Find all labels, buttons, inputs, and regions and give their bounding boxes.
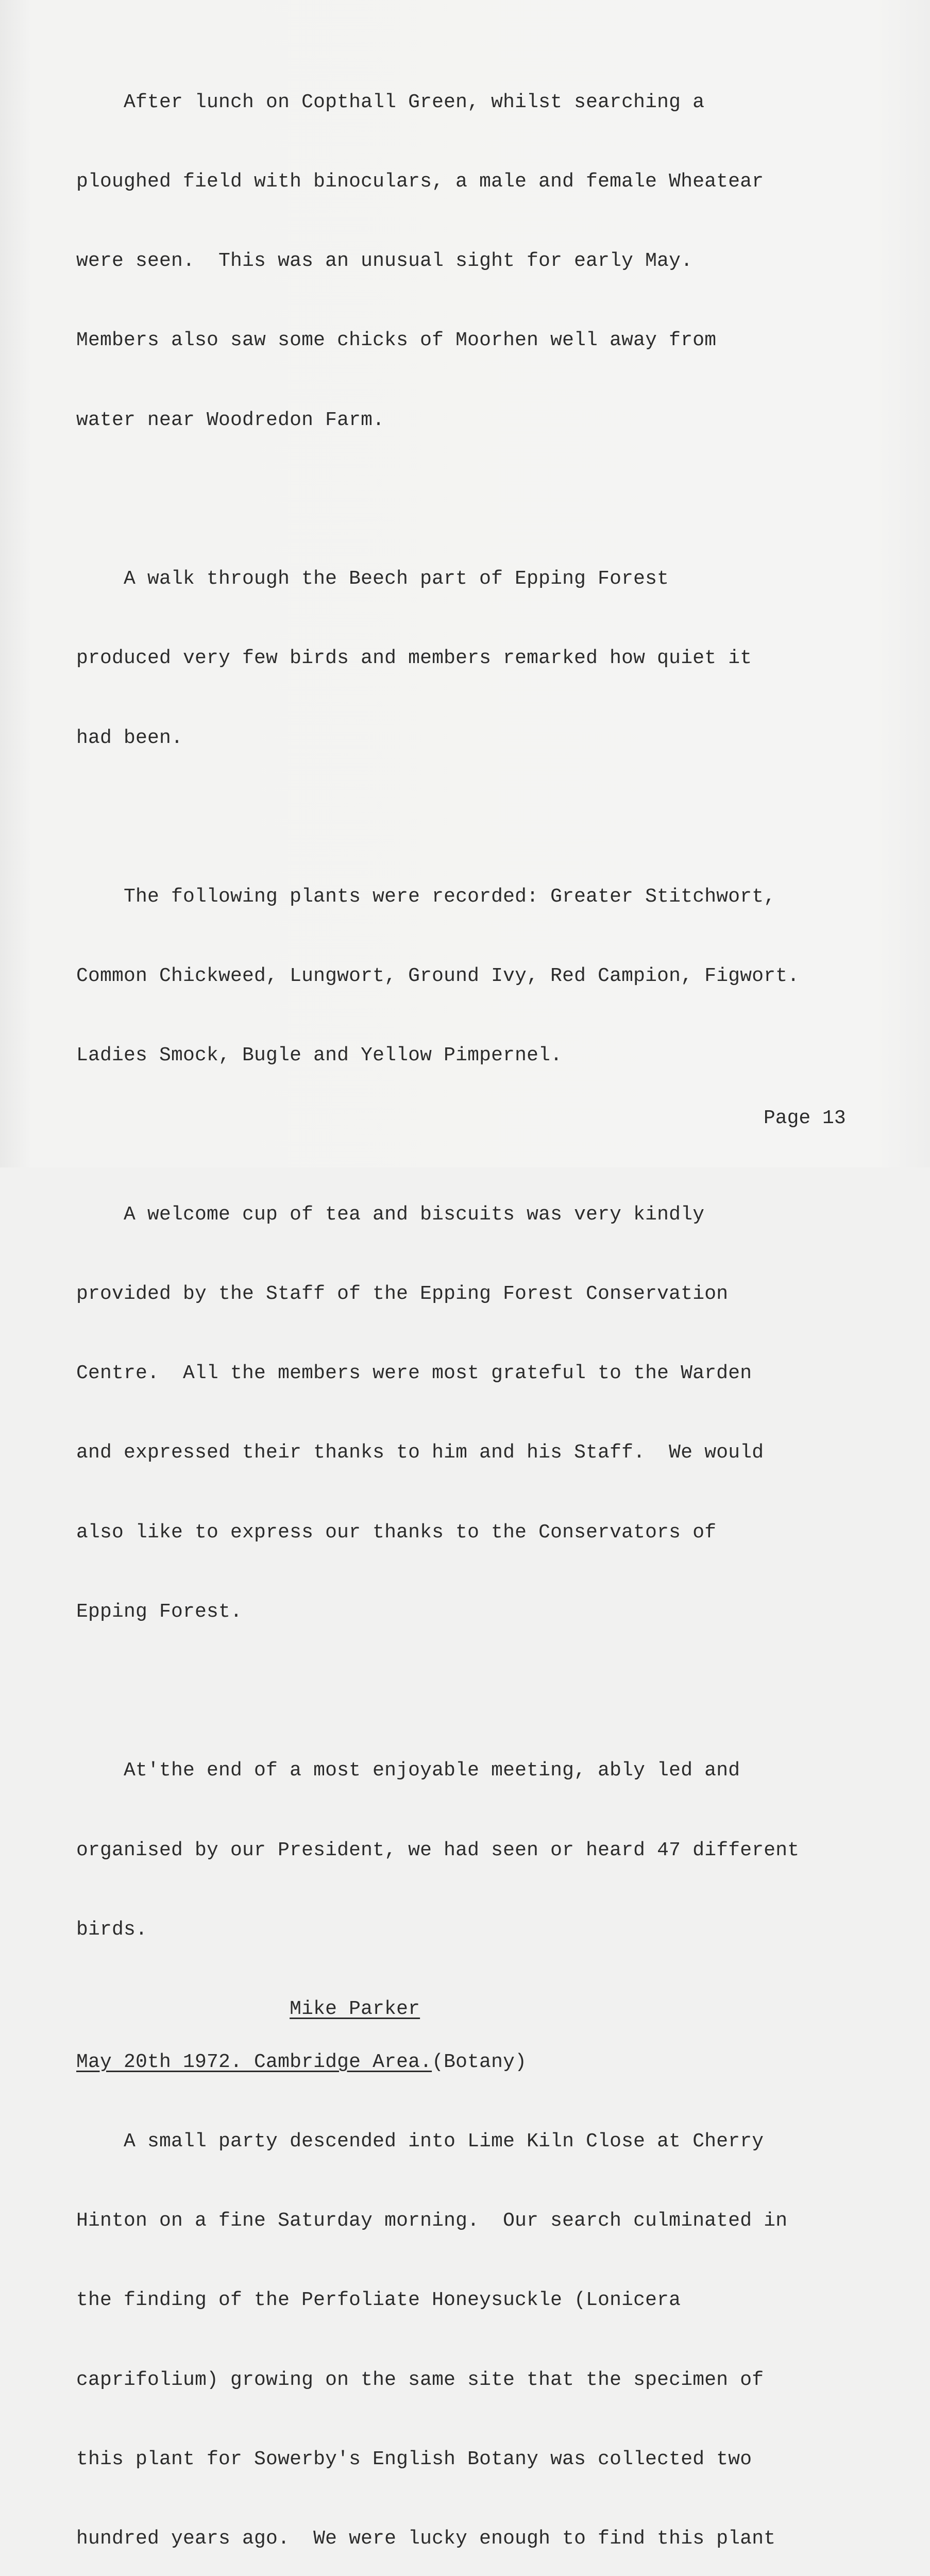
document-body [76, 36, 890, 2576]
text-line: A small party descended into Lime Kiln Close at Cherry [76, 2130, 764, 2153]
text-line: hundred years ago. We were lucky enough to find this plant [76, 2528, 776, 2550]
paragraph-thanks [76, 1148, 890, 1678]
paragraph-gap [76, 1678, 890, 1704]
text-line: provided by the Staff of the Epping Forest Conservation [76, 1283, 729, 1306]
text-line: Centre. All the members were most grateful to the Warden [76, 1362, 752, 1385]
text-line: this plant for Sowerby's English Botany was collected two [76, 2448, 752, 2470]
text-line: At'the end of a most enjoyable meeting, ably led and [76, 1759, 740, 1782]
text-line: the finding of the Perfoliate Honeysuckle (Lonicera [76, 2289, 681, 2312]
paragraph-beech-walk [76, 513, 890, 804]
text-line: produced very few birds and members remarked how quiet it [76, 647, 752, 670]
text-line: water near Woodredon Farm. [76, 409, 385, 431]
text-line: were seen. This was an unusual sight for early May. [76, 250, 693, 273]
section-heading: May 20th 1972. Cambridge Area. [76, 2050, 432, 2073]
text-line: Common Chickweed, Lungwort, Ground Ivy, Red Campion, Figwort. [76, 965, 800, 988]
text-line: A walk through the Beech part of Epping Forest [76, 568, 669, 590]
text-line: organised by our President, we had seen or heard 47 different [76, 1839, 800, 1861]
paragraph-gap [76, 804, 890, 831]
text-line: ploughed field with binoculars, a male and female Wheatear [76, 171, 764, 193]
text-line: Hinton on a fine Saturday morning. Our search culminated in [76, 2210, 788, 2232]
text-line: A welcome cup of tea and biscuits was very kindly [76, 1203, 705, 1226]
paragraph-conclusion [76, 1705, 890, 1996]
paragraph-plants [76, 831, 890, 1122]
author-signature: Mike Parker [290, 1998, 420, 2020]
paragraph-gap [76, 486, 890, 513]
section-heading-line [76, 2049, 890, 2075]
text-line: After lunch on Copthall Green, whilst searching a [76, 91, 705, 113]
text-line: birds. [76, 1918, 148, 1941]
section-heading-suffix: (Botany) [432, 2050, 527, 2073]
text-line: and expressed their thanks to him and his Staff. We would [76, 1442, 764, 1464]
paragraph-honeysuckle [76, 2075, 890, 2576]
text-line: caprifolium) growing on the same site that the specimen of [76, 2368, 764, 2391]
text-line: Ladies Smock, Bugle and Yellow Pimpernel. [76, 1044, 563, 1067]
text-line: Epping Forest. [76, 1600, 243, 1623]
text-line: had been. [76, 726, 183, 749]
page-number: Page 13 [764, 1107, 846, 1129]
text-line: also like to express our thanks to the Conservators of [76, 1521, 717, 1544]
text-line: Members also saw some chicks of Moorhen well away from [76, 329, 717, 352]
signature-line [76, 1996, 890, 2022]
paragraph-wheatear [76, 36, 890, 486]
paragraph-gap [76, 2022, 890, 2048]
text-line: The following plants were recorded: Greater Stitchwort, [76, 885, 776, 908]
